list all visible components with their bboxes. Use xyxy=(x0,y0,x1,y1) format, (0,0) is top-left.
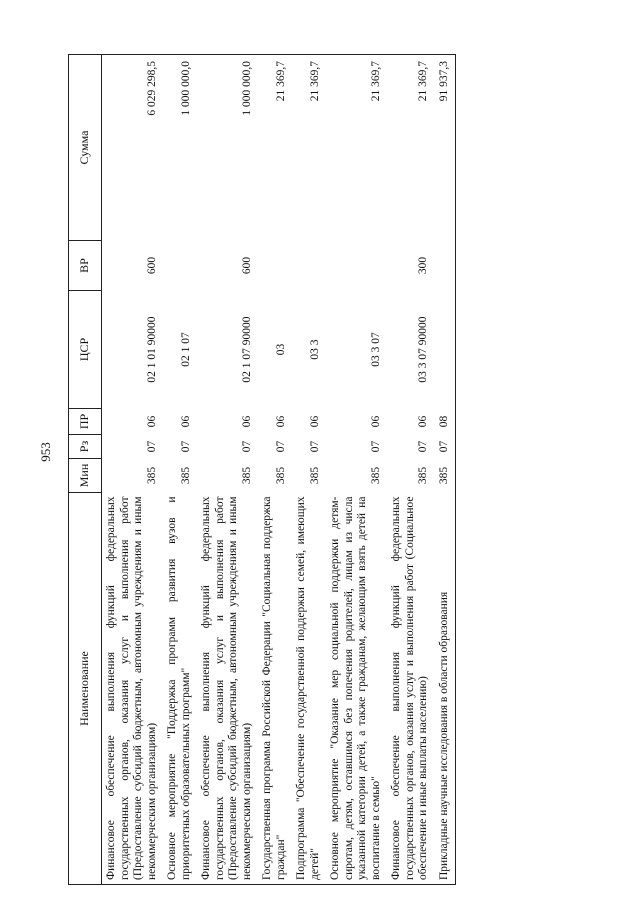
row-vr: 600 xyxy=(240,256,253,275)
budget-table-container xyxy=(68,55,608,885)
row-rz: 07 xyxy=(274,440,287,453)
row-pr: 06 xyxy=(308,415,321,428)
row-pr: 06 xyxy=(145,415,158,428)
header-sum: Сумма xyxy=(69,55,102,241)
row-csr: 03 3 07 xyxy=(369,332,382,367)
header-pr: ПР xyxy=(69,409,102,435)
row-name: Финансовое обеспечение выполнения функций федеральных государственных органов, оказания услуг и выполнения работ (Предоставление субсидий бюджетным, автономным учреждениям и иным некоммерческим организациям) xyxy=(102,493,164,885)
table-body xyxy=(102,55,456,885)
header-rz: Рз xyxy=(69,435,102,459)
row-sum: 91 937,3 xyxy=(435,55,456,241)
row-vr: 600 xyxy=(145,256,158,275)
row-min: 385 xyxy=(240,466,253,485)
row-name: Основное мероприятие "Оказание мер социальной поддержки детям-сиротам, детям, оставшимся без попечения родителей, лицам из числа указанной категории детей, а также гражданам, желающим взять детей на воспитание в семью" xyxy=(326,493,387,885)
row-rz: 07 xyxy=(145,440,158,453)
budget-table xyxy=(68,54,456,885)
table-row xyxy=(292,55,326,885)
row-sum: 1 000 000,0 xyxy=(163,55,197,241)
row-vr xyxy=(258,241,292,291)
row-sum: 21 369,7 xyxy=(326,55,387,241)
row-rz: 07 xyxy=(435,435,456,459)
row-name: Государственная программа Российской Федерации "Социальная поддержка граждан" xyxy=(258,493,292,885)
row-pr: 06 xyxy=(369,415,382,428)
table-row xyxy=(197,55,258,885)
header-min: Мин xyxy=(69,459,102,493)
row-name: Финансовое обеспечение выполнения функций федеральных государственных органов, оказания услуг и выполнения работ (Предоставление субсидий бюджетным, автономным учреждениям и иным некоммерческим организациям) xyxy=(197,493,258,885)
page-number: 953 xyxy=(38,442,53,462)
row-vr: 300 xyxy=(417,256,429,275)
row-pr: 08 xyxy=(435,409,456,435)
row-min: 385 xyxy=(274,466,287,485)
row-pr: 06 xyxy=(274,415,287,428)
row-sum: 21 369,7 xyxy=(258,55,292,241)
row-csr: 02 1 01 90000 xyxy=(145,316,158,383)
row-vr xyxy=(326,241,387,291)
header-vr: ВР xyxy=(69,241,102,291)
row-vr xyxy=(435,241,456,291)
table-row xyxy=(326,55,387,885)
row-sum: 21 369,7 xyxy=(292,55,326,241)
row-rz: 07 xyxy=(240,440,253,453)
row-csr: 03 3 07 90000 xyxy=(417,316,429,383)
row-rz: 07 xyxy=(179,440,192,453)
row-name: Основное мероприятие "Поддержка программ развития вузов и приоритетных образовательных программ" xyxy=(163,493,197,885)
row-csr: 02 1 07 xyxy=(179,332,192,367)
table-row xyxy=(258,55,292,885)
row-pr: 06 xyxy=(417,415,429,428)
row-pr: 06 xyxy=(179,415,192,428)
row-pr: 06 xyxy=(240,415,253,428)
row-min: 385 xyxy=(308,466,321,485)
row-rz: 07 xyxy=(417,440,429,453)
row-csr: 03 xyxy=(274,343,287,356)
table-row xyxy=(435,55,456,885)
row-sum: 21 369,7 xyxy=(387,55,435,241)
header-name: Наименование xyxy=(69,493,102,885)
table-row xyxy=(163,55,197,885)
row-name: Финансовое обеспечение выполнения функций федеральных государственных органов, оказания услуг и выполнения работ (Социальное обеспечение и иные выплаты населению) xyxy=(387,493,435,885)
row-csr: 02 1 07 90000 xyxy=(240,316,253,383)
row-name: Подпрограмма "Обеспечение государственной поддержки семей, имеющих детей" xyxy=(292,493,326,885)
row-sum: 6 029 298,5 xyxy=(102,55,164,241)
header-csr: ЦСР xyxy=(69,291,102,409)
table-header xyxy=(69,55,102,885)
table-row xyxy=(387,55,435,885)
row-rz: 07 xyxy=(369,440,382,453)
table-row xyxy=(102,55,164,885)
row-min: 385 xyxy=(417,466,429,485)
row-csr: 03 3 xyxy=(308,339,321,360)
row-min: 385 xyxy=(435,459,456,493)
row-name: Прикладные научные исследования в области образования xyxy=(435,493,456,885)
row-vr xyxy=(163,241,197,291)
row-sum: 1 000 000,0 xyxy=(197,55,258,241)
row-min: 385 xyxy=(369,466,382,485)
row-min: 385 xyxy=(145,466,158,485)
row-csr xyxy=(435,291,456,409)
row-rz: 07 xyxy=(308,440,321,453)
row-min: 385 xyxy=(179,466,192,485)
row-vr xyxy=(292,241,326,291)
